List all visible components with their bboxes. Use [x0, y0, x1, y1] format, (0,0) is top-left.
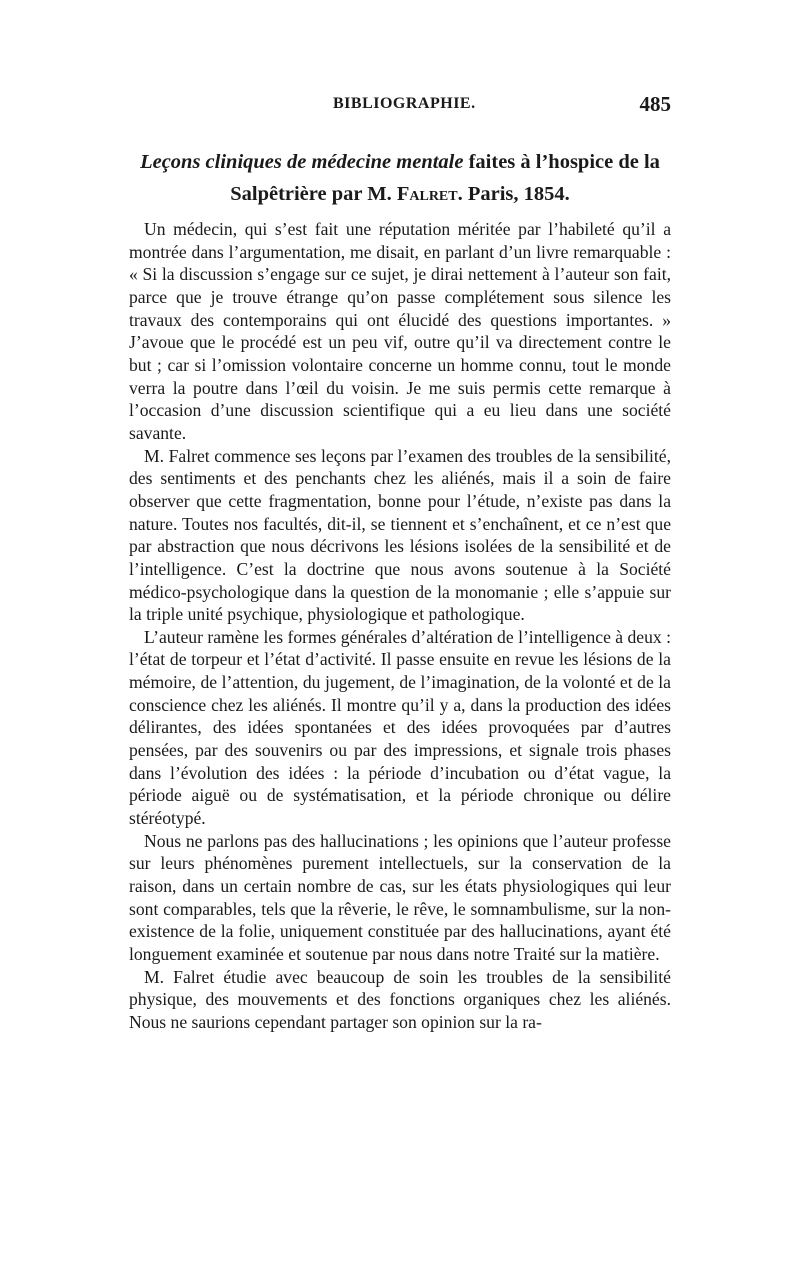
publication-info: . Paris, 1854. [457, 183, 570, 205]
paragraph: M. Falret commence ses leçons par l’examen des troubles de la sensibilité, des sentiments et des penchants chez les aliénés, mais il a soin de faire observer que cette fragmentation, bonne pour l’étude, n’existe pas dans la nature. Toutes nos facultés, dit-il, se tiennent et s’enchaînent, et ce n’est que par abstraction que nous décrivons les lésions isolées de la sensibilité et de l’intelligence. C’est la doctrine que nous avons soutenue à la Société médico-psychologique dans la question de la monomanie ; elle s’appuie sur la triple unité psychique, physiologique et pathologique. [129, 445, 671, 625]
title-rest: faites à l’hospice de la Salpêtrière par M. [230, 151, 660, 205]
paragraph: L’auteur ramène les formes générales d’altération de l’intelligence à deux : l’état de torpeur et l’état d’activité. Il passe ensuite en revue les lésions de la mémoire, de l’attention, du jugement, de l’imagination, de la volonté et de la conscience chez les aliénés. Il montre qu’il y a, dans la production des idées délirantes, des idées spontanées et des idées provoquées par d’autres pensées, par des souvenirs ou par des impressions, et signale trois phases dans l’évolution des idées : la période d’incubation ou d’état vague, la période aiguë ou de systématisation, et la période chronique ou délire stéréotypé. [129, 626, 671, 829]
running-title: BIBLIOGRAPHIE. [333, 95, 476, 112]
page-number: 485 [639, 92, 671, 116]
author-name: Falret [396, 183, 458, 205]
paragraph: Nous ne parlons pas des hallucinations ; les opinions que l’auteur professe sur leurs phénomènes purement intellectuels, sur la conservation de la raison, dans un certain nombre de cas, sur les états physiologiques qui leur sont comparables, tels que la rêverie, le rêve, le somnambulisme, sur la non-existence de la folie, uniquement constituée par des hallucinations, ayant été longuement examinée et soutenue par nous dans notre Traité sur la matière. [129, 830, 671, 964]
running-header [129, 92, 671, 123]
work-title: Leçons cliniques de médecine mentale [140, 151, 464, 173]
book-page [129, 0, 671, 1270]
paragraph: Un médecin, qui s’est fait une réputation méritée par l’habileté qu’il a montrée dans l’argumentation, me disait, en parlant d’un livre remarquable : « Si la discussion s’engage sur ce sujet, je dirai nettement à l’auteur son fait, parce que je trouve étrange qu’on passe complétement sous silence les travaux des contemporains qui ont élucidé des questions importantes. » J’avoue que le procédé est un peu vif, outre qu’il va directement contre le but ; car si l’omission volontaire concerne un homme connu, tout le monde verra la poutre dans l’œil du voisin. Je me suis permis cette remarque à l’occasion d’une discussion scientifique qui a eu lieu dans une société savante. [129, 219, 671, 443]
review-heading [129, 146, 671, 210]
review-body [129, 218, 671, 1034]
paragraph: M. Falret étudie avec beaucoup de soin les troubles de la sensibilité physique, des mouvements et des fonctions organiques chez les aliénés. Nous ne saurions cependant partager son opinion sur la ra- [129, 966, 671, 1032]
